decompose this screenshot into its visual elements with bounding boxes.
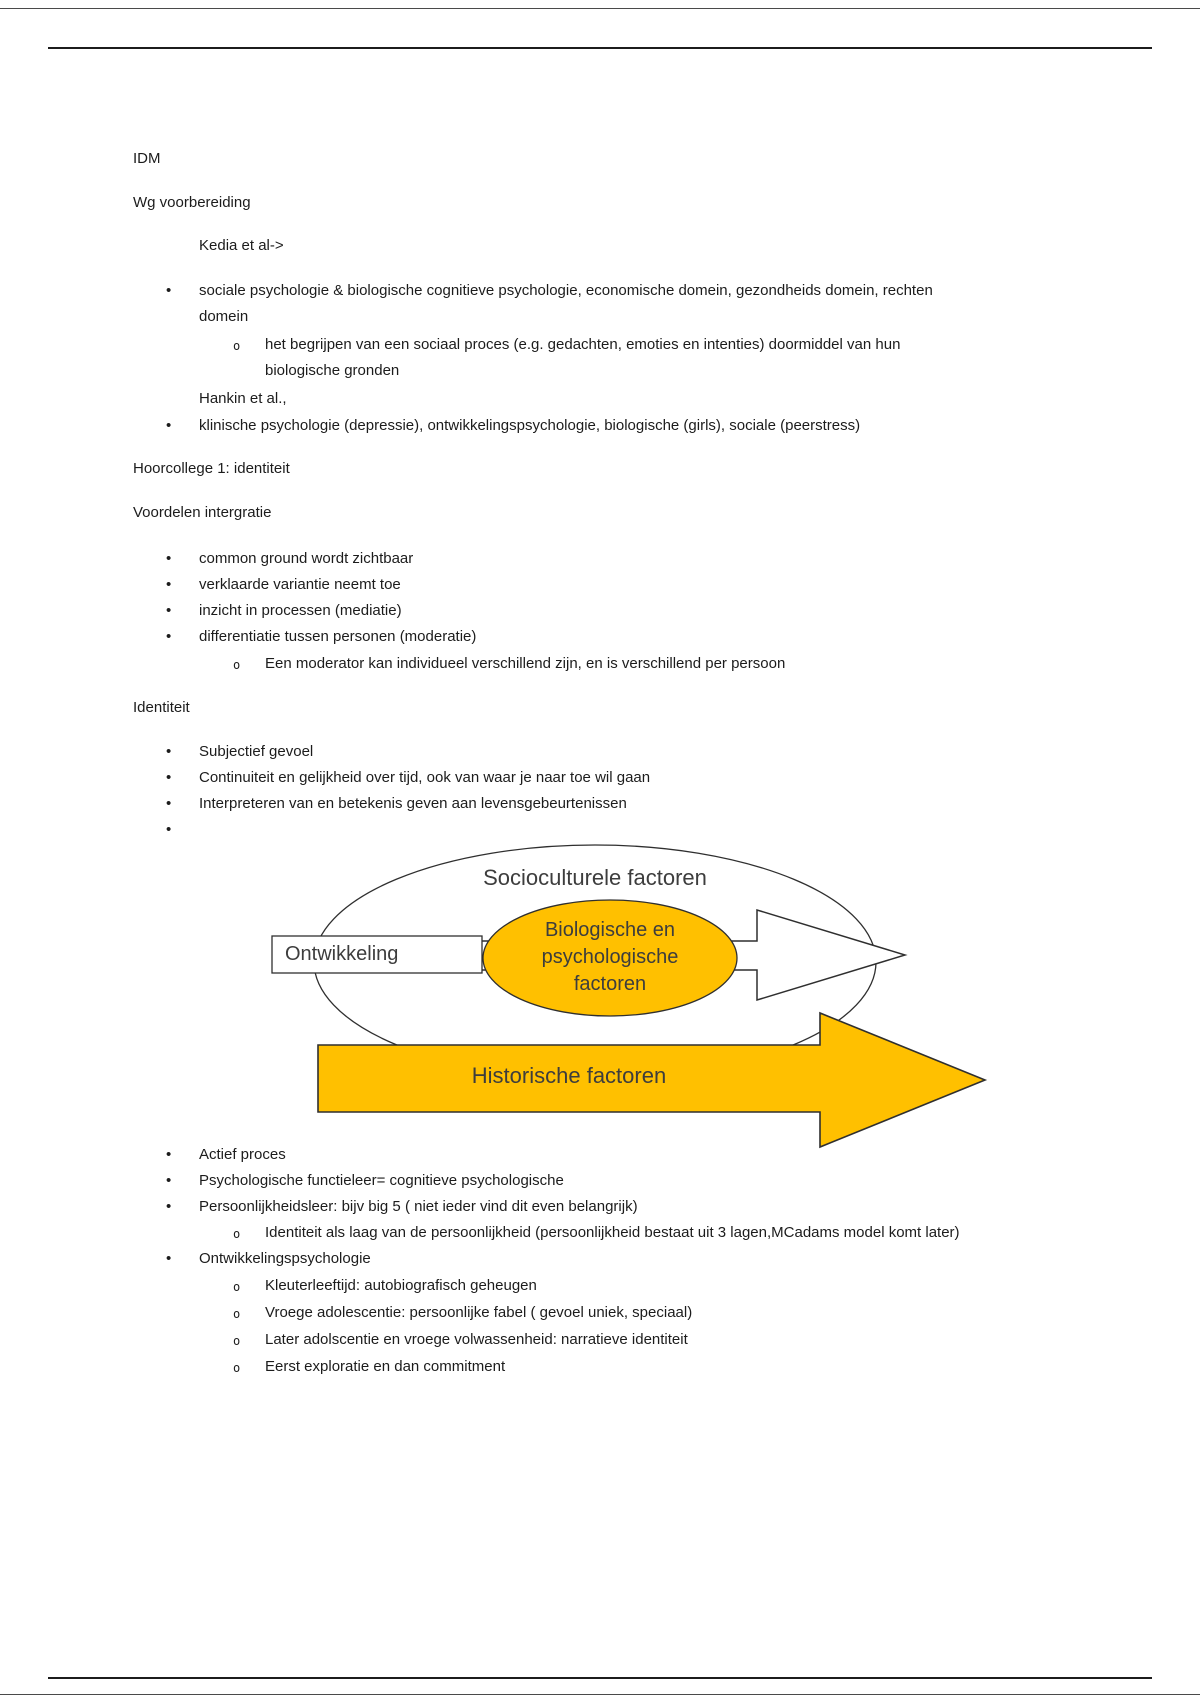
sub-list-item: o het begrijpen van een sociaal proces (e.g. gedachten, emoties en intenties) doormiddel van hun biologische gronden (233, 332, 933, 384)
list-item: • klinische psychologie (depressie), ontwikkelingspsychologie, biologische (girls), sociale (peerstress) (166, 413, 1065, 439)
list-item: • common ground wordt zichtbaar (166, 546, 1065, 572)
sub-list-item: o Vroege adolescentie: persoonlijke fabel ( gevoel uniek, speciaal) (233, 1300, 1065, 1326)
list-item: • Interpreteren van en betekenis geven aan levensgebeurtenissen (166, 791, 1065, 817)
sub-list-item: o Identiteit als laag van de persoonlijkheid (persoonlijkheid bestaat uit 3 lagen,MCadams model komt later) (233, 1220, 1013, 1246)
section-heading-hoorcollege: Hoorcollege 1: identiteit (133, 460, 290, 477)
list-item: • Actief proces (166, 1142, 1065, 1168)
list-item: • Continuiteit en gelijkheid over tijd, ook van waar je naar toe wil gaan (166, 765, 1065, 791)
development-label: Ontwikkeling (285, 943, 399, 965)
list-item: • Psychologische functieleer= cognitieve psychologische (166, 1168, 1065, 1194)
doc-subtitle: Wg voorbereiding (133, 194, 251, 211)
list-item: • Persoonlijkheidsleer: bijv big 5 ( niet ieder vind dit even belangrijk) (166, 1194, 1065, 1220)
list-item: • Subjectief gevoel (166, 739, 1065, 765)
list-item: • differentiatie tussen personen (moderatie) (166, 624, 1065, 650)
sub-list-item: o Een moderator kan individueel verschillend zijn, en is verschillend per persoon (233, 651, 1065, 677)
historical-label: Historische factoren (471, 1063, 667, 1088)
list-item: • inzicht in processen (mediatie) (166, 598, 1065, 624)
list-item: • Ontwikkelingspsychologie (166, 1246, 1065, 1272)
section-heading-voordelen: Voordelen intergratie (133, 504, 272, 521)
sub-list-item: o Later adolscentie en vroege volwassenheid: narratieve identiteit (233, 1327, 1065, 1353)
list-item: • verklaarde variantie neemt toe (166, 572, 1065, 598)
bio-psy-label: Biologische en psychologische factoren (541, 919, 679, 995)
page-edge-bottom (0, 1694, 1200, 1695)
development-factors-diagram (172, 840, 1000, 1150)
sociocultural-label: Socioculturele factoren (483, 865, 707, 890)
reference-hankin: Hankin et al., (199, 390, 287, 407)
sub-list-item: o Eerst exploratie en dan commitment (233, 1354, 1065, 1380)
doc-title: IDM (133, 150, 161, 167)
reference-kedia: Kedia et al-> (199, 237, 284, 254)
sub-list-item: o Kleuterleeftijd: autobiografisch geheugen (233, 1273, 1065, 1299)
footer-rule (48, 1677, 1152, 1679)
list-item: • sociale psychologie & biologische cognitieve psychologie, economische domein, gezondheids domein, rechten domein (166, 278, 966, 330)
section-heading-identiteit: Identiteit (133, 699, 190, 716)
